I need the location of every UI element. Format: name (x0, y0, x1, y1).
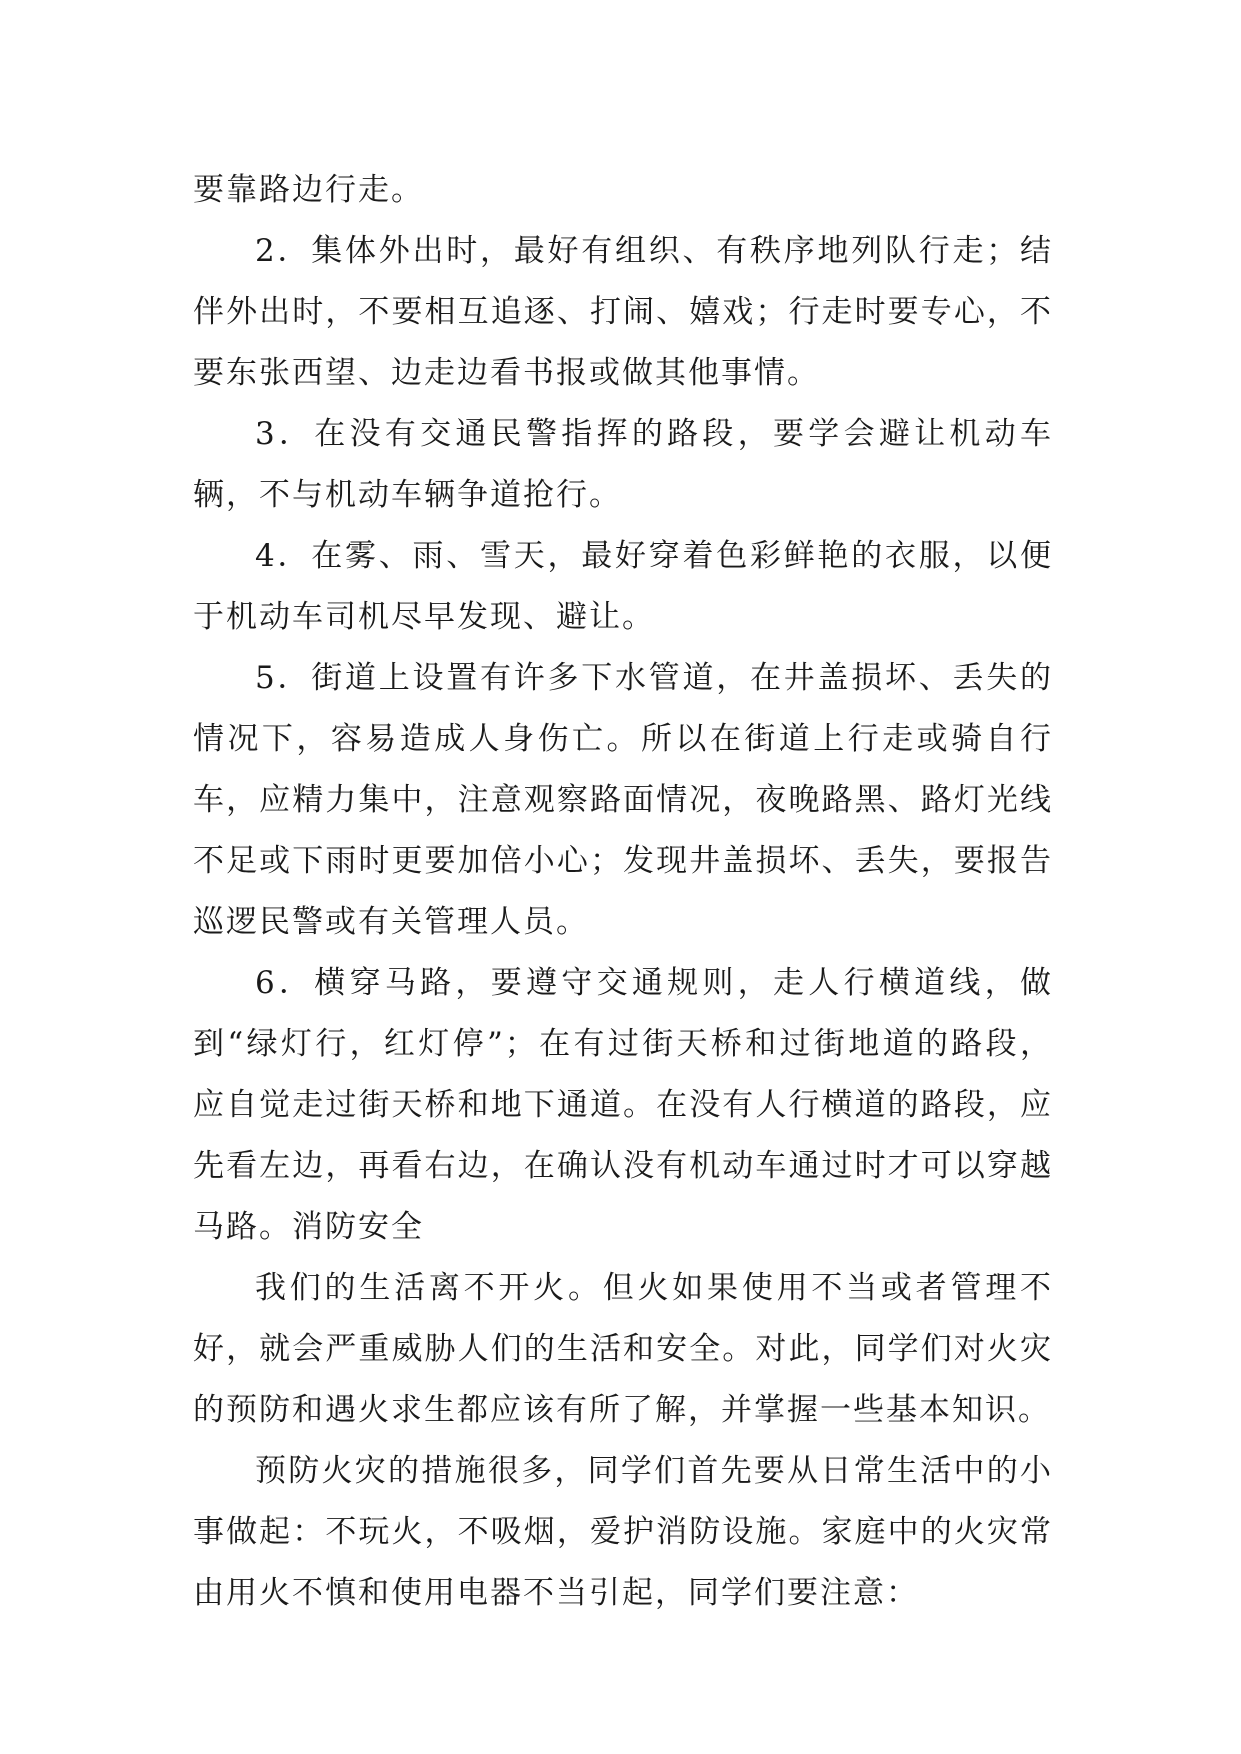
paragraph-item-6: 6．横穿马路，要遵守交通规则，走人行横道线，做到“绿灯行，红灯停”；在有过街天桥和过街地道的路段，应自觉走过街天桥和地下通道。在没有人行横道的路段，应先看左边，再看右边，在确认没有机动车通过时才可以穿越马路。消防安全 (193, 965, 1053, 1245)
paragraph-item-2: 2．集体外出时，最好有组织、有秩序地列队行走；结伴外出时，不要相互追逐、打闹、嬉戏；行走时要专心，不要东张西望、边走边看书报或做其他事情。 (193, 233, 1053, 391)
paragraph-fire-prevention: 预防火灾的措施很多，同学们首先要从日常生活中的小事做起：不玩火，不吸烟，爱护消防设施。家庭中的火灾常由用火不慎和使用电器不当引起，同学们要注意： (193, 1453, 1053, 1611)
paragraph-item-3: 3．在没有交通民警指挥的路段，要学会避让机动车辆，不与机动车辆争道抢行。 (193, 416, 1053, 513)
paragraph-fire-intro: 我们的生活离不开火。但火如果使用不当或者管理不好，就会严重威胁人们的生活和安全。对此，同学们对火灾的预防和遇火求生都应该有所了解，并掌握一些基本知识。 (193, 1270, 1053, 1428)
paragraph-item-5: 5．街道上设置有许多下水管道，在井盖损坏、丢失的情况下，容易造成人身伤亡。所以在街道上行走或骑自行车，应精力集中，注意观察路面情况，夜晚路黑、路灯光线不足或下雨时更要加倍小心；发现井盖损坏、丢失，要报告巡逻民警或有关管理人员。 (193, 660, 1053, 940)
paragraph-item-4: 4．在雾、雨、雪天，最好穿着色彩鲜艳的衣服，以便于机动车司机尽早发现、避让。 (193, 538, 1053, 635)
paragraph-continuation: 要靠路边行走。 (193, 172, 424, 208)
document-body (193, 160, 1053, 1624)
